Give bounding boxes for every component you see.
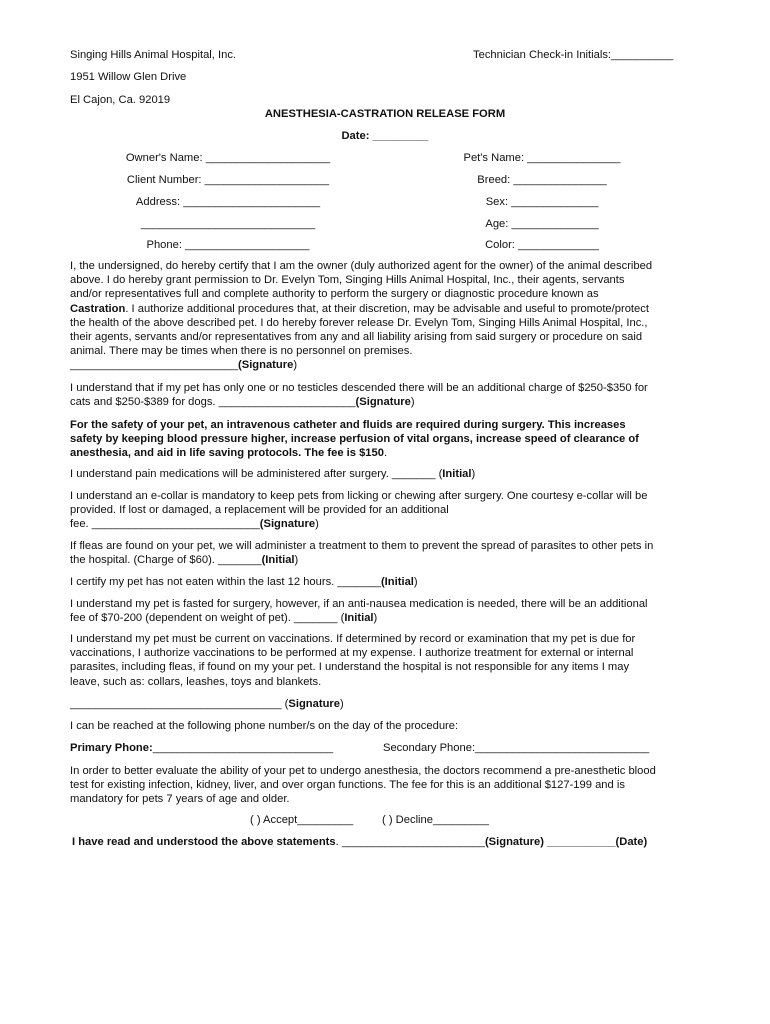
owner-name-field[interactable]: Owner's Name: ____________________ <box>125 152 331 164</box>
ecollar-paragraph <box>70 489 702 532</box>
testicle-charge-paragraph <box>70 381 702 409</box>
fasting-line[interactable]: I certify my pet has not eaten within the last 12 hours. _______(Initial) <box>70 576 418 588</box>
vaccination-signature-line[interactable]: __________________________________ (Signature) <box>70 698 344 710</box>
blood-test-paragraph <box>70 764 702 807</box>
paragraph-line: test for existing infection, kidney, liver, and over organ functions. The fee for this is an additional $127-199 and is <box>70 779 625 792</box>
paragraph-line: mandatory for pets 7 years of age and older. <box>70 793 290 806</box>
form-title: ANESTHESIA-CASTRATION RELEASE FORM <box>264 108 506 120</box>
anti-nausea-initial-line[interactable]: fee of $70-200 (dependent on weight of pet). _______ (Initial) <box>70 612 378 625</box>
paragraph-line: I understand my pet is fasted for surgery, however, if an anti-nausea medication is needed, there will be an additional <box>70 598 648 610</box>
breed-field[interactable]: Breed: _______________ <box>477 174 607 186</box>
phone-field[interactable]: Phone: ____________________ <box>146 239 310 251</box>
client-number-field[interactable]: Client Number: ____________________ <box>126 174 330 186</box>
paragraph-line: I understand an e-collar is mandatory to keep pets from licking or chewing after surgery. One courtesy e-collar will be <box>70 490 648 502</box>
vaccination-paragraph <box>70 632 702 689</box>
release-line: and/or representatives full and complete authority to perform the surgery or diagnostic procedure known as <box>70 288 599 301</box>
release-line: their agents, servants and/or representatives from any and all liability arising from said surgery or procedure on said <box>70 331 643 344</box>
pain-medication-line[interactable]: I understand pain medications will be administered after surgery. _______ (Initial) <box>70 468 476 480</box>
hospital-address-line2: El Cajon, Ca. 92019 <box>70 94 171 106</box>
paragraph-line: I understand my pet must be current on vaccinations. If determined by record or examination that my pet is due for <box>70 633 636 645</box>
release-signature-line[interactable]: ___________________________(Signature) <box>70 359 298 372</box>
age-field[interactable]: Age: ______________ <box>485 218 599 230</box>
final-acknowledgement[interactable]: I have read and understood the above statements. _______________________(Signature) ___________(Date) <box>72 836 648 848</box>
procedure-name: Castration <box>70 302 126 315</box>
accept-option[interactable]: ( ) Accept_________ <box>250 814 354 826</box>
release-line: Castration. I authorize additional procedures that, at their discretion, may be advisable and useful to promote/protect <box>70 302 649 315</box>
flea-initial-line[interactable]: the hospital. (Charge of $60). _______(Initial) <box>70 554 299 567</box>
paragraph-line: leave, such as: collars, leashes, toys and blankets. <box>70 675 322 688</box>
release-line: the health of the above described pet. I do hereby forever release Dr. Evelyn Tom, Singing Hills Animal Hospital, Inc., <box>70 316 648 329</box>
paragraph-line: parasites, including fleas, if found on my your pet. I understand the hospital is not responsible for any items I may <box>70 661 630 674</box>
primary-phone-field[interactable]: Primary Phone:_____________________________ <box>70 742 334 754</box>
address-continuation-field[interactable]: ____________________________ <box>140 218 316 230</box>
paragraph-line: anesthesia, and aid in life saving protocols. The fee is $150. <box>70 447 388 460</box>
phone-intro: I can be reached at the following phone number/s on the day of the procedure: <box>70 720 459 732</box>
sex-field[interactable]: Sex: ______________ <box>485 196 599 208</box>
release-paragraph <box>70 259 702 373</box>
paragraph-line: provided. If lost or damaged, a replacement will be provided for an additional <box>70 504 449 517</box>
hospital-address-line1: 1951 Willow Glen Drive <box>70 71 187 83</box>
release-line: above. I do hereby grant permission to Dr. Evelyn Tom, Singing Hills Animal Hospital, Inc., their agents, servants <box>70 274 625 287</box>
paragraph-line: If fleas are found on your pet, we will administer a treatment to them to prevent the spread of parasites to other pets in <box>70 540 654 552</box>
anti-nausea-paragraph <box>70 597 702 625</box>
color-field[interactable]: Color: _____________ <box>485 239 599 251</box>
paragraph-line: vaccinations, I authorize vaccinations to be performed at my expense. I authorize treatment for external or internal <box>70 647 634 660</box>
ecollar-signature-line[interactable]: fee. ___________________________(Signature) <box>70 518 319 531</box>
paragraph-line: For the safety of your pet, an intravenous catheter and fluids are required during surgery. This increases <box>70 419 626 431</box>
technician-initials-field[interactable]: Technician Check-in Initials:__________ <box>473 49 674 61</box>
date-field[interactable]: Date: _________ <box>341 130 429 142</box>
hospital-name: Singing Hills Animal Hospital, Inc. <box>70 49 237 61</box>
testicle-signature-line[interactable]: cats and $250-$389 for dogs. ______________________(Signature) <box>70 396 415 409</box>
paragraph-line: In order to better evaluate the ability of your pet to undergo anesthesia, the doctors recommend a pre-anesthetic blood <box>70 765 656 777</box>
release-line: animal. There may be times when there is no personnel on premises. <box>70 345 413 358</box>
flea-treatment-paragraph <box>70 539 702 567</box>
paragraph-line: I understand that if my pet has only one or no testicles descended there will be an additional charge of $250-$350 for <box>70 382 648 394</box>
release-line: I, the undersigned, do hereby certify that I am the owner (duly authorized agent for the owner) of the animal described <box>70 260 653 272</box>
secondary-phone-field[interactable]: Secondary Phone:____________________________ <box>383 742 650 754</box>
pet-name-field[interactable]: Pet's Name: _______________ <box>463 152 621 164</box>
paragraph-line: safety by keeping blood pressure higher, increase perfusion of vital organs, increase speed of clearance of <box>70 433 639 446</box>
iv-catheter-paragraph <box>70 418 702 461</box>
address-field[interactable]: Address: ______________________ <box>135 196 321 208</box>
decline-option[interactable]: ( ) Decline_________ <box>382 814 489 826</box>
